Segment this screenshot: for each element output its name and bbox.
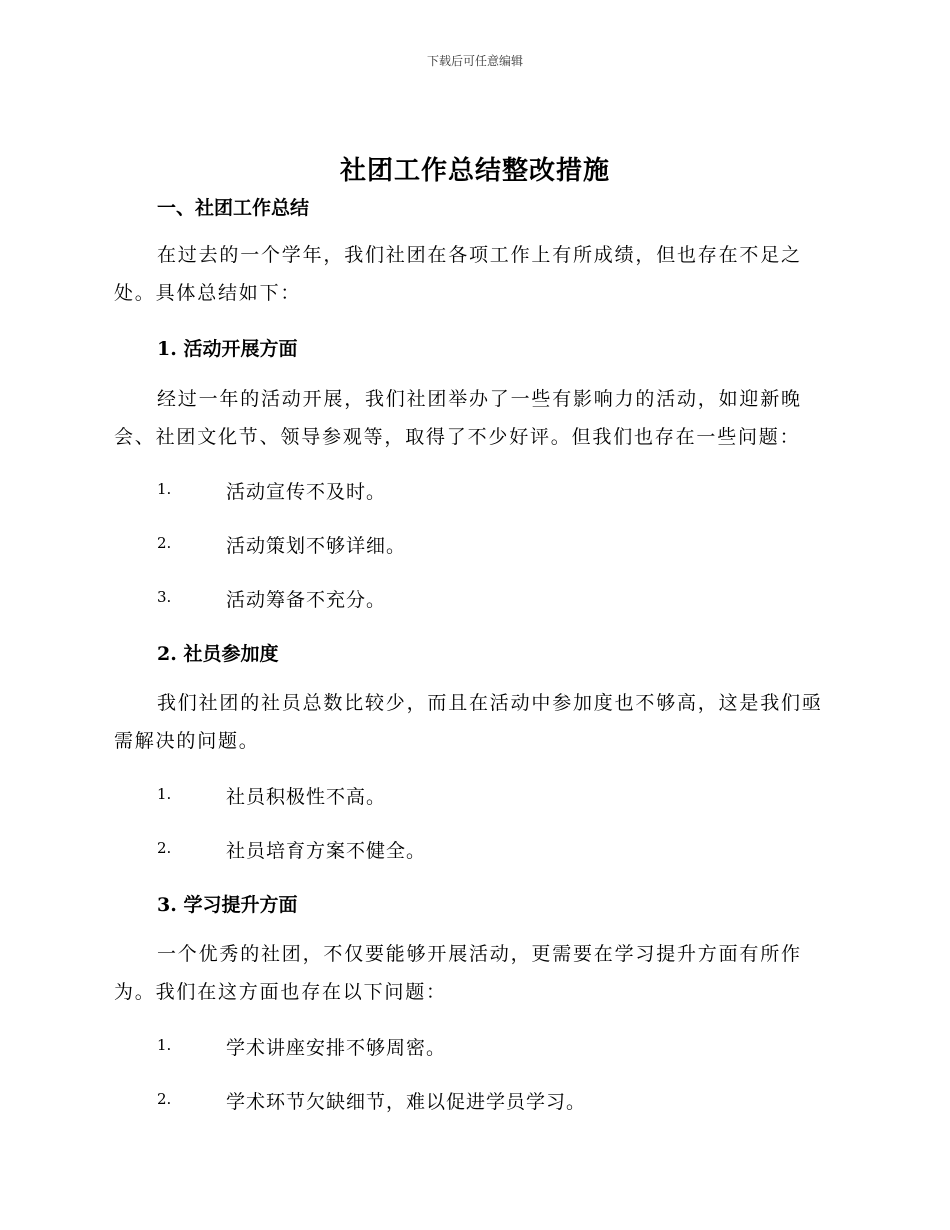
- list-item-text: 活动策划不够详细。: [226, 535, 407, 557]
- activities-paragraph: 经过一年的活动开展，我们社团举办了一些有影响力的活动，如迎新晚会、社团文化节、领导参观等，取得了不少好评。但我们也存在一些问题：: [114, 388, 802, 448]
- list-item-number: 1.: [157, 480, 172, 498]
- list-item-number: 2.: [157, 534, 172, 552]
- page-header-note: 下载后可任意编辑: [426, 54, 523, 68]
- list-item-text: 活动宣传不及时。: [226, 481, 387, 503]
- section-heading-summary: 一、社团工作总结: [157, 197, 310, 219]
- list-item-number: 2.: [157, 839, 172, 857]
- intro-paragraph: 在过去的一个学年，我们社团在各项工作上有所成绩，但也存在不足之处。具体总结如下：: [114, 244, 802, 304]
- list-item-number: 1.: [157, 1036, 172, 1054]
- document-title: 社团工作总结整改措施: [339, 156, 610, 186]
- participation-paragraph: 我们社团的社员总数比较少，而且在活动中参加度也不够高，这是我们亟需解决的问题。: [114, 692, 823, 752]
- list-item-text: 学术环节欠缺细节，难以促进学员学习。: [226, 1091, 587, 1113]
- list-item-text: 活动筹备不充分。: [226, 589, 387, 611]
- list-item-number: 3.: [157, 588, 172, 606]
- list-item-number: 2.: [157, 1090, 172, 1108]
- subsection-heading-activities: 1. 活动开展方面: [157, 338, 298, 360]
- subsection-heading-learning: 3. 学习提升方面: [157, 894, 298, 916]
- list-item-text: 社员培育方案不健全。: [226, 840, 427, 862]
- learning-paragraph: 一个优秀的社团，不仅要能够开展活动，更需要在学习提升方面有所作为。我们在这方面也存在以下问题：: [114, 943, 802, 1003]
- list-item-text: 社员积极性不高。: [226, 786, 387, 808]
- subsection-heading-participation: 2. 社员参加度: [157, 643, 279, 665]
- list-item-number: 1.: [157, 785, 172, 803]
- list-item-text: 学术讲座安排不够周密。: [226, 1037, 447, 1059]
